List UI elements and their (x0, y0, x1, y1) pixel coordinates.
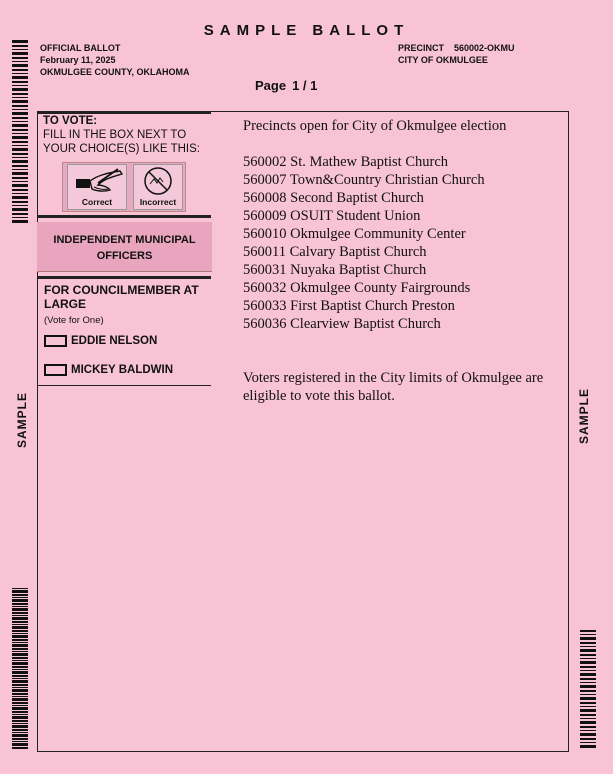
barcode-bar (12, 40, 28, 43)
barcode-bar (12, 157, 28, 158)
barcode-bar (12, 693, 28, 695)
barcode-bar (12, 675, 28, 677)
barcode-bar (580, 670, 596, 671)
barcode-bar (580, 658, 596, 659)
precinct-item: 560031 Nuyaka Baptist Church (243, 262, 427, 278)
barcode-bar (580, 702, 596, 704)
barcode-bar (580, 678, 596, 680)
precinct-label: PRECINCT (398, 43, 445, 53)
barcode-bar (12, 165, 28, 167)
barcode-bar (580, 745, 596, 748)
barcode-bar (12, 181, 28, 182)
barcode-bar (12, 45, 28, 47)
divider (37, 215, 211, 218)
divider (37, 385, 211, 386)
barcode-bar (12, 217, 28, 218)
barcode-bar (580, 634, 596, 635)
barcode-bar (12, 117, 28, 119)
barcode-bar (580, 654, 596, 656)
barcode-bar (12, 671, 28, 674)
sample-watermark-right: SAMPLE (577, 387, 591, 445)
barcode-bar (12, 644, 28, 647)
barcode-bar (12, 732, 28, 733)
candidate-option[interactable] (44, 362, 173, 378)
barcode-bar (580, 666, 596, 668)
precinct-item: 560036 Clearview Baptist Church (243, 316, 441, 332)
precinct-item: 560011 Calvary Baptist Church (243, 244, 427, 260)
barcode-bar (580, 697, 596, 700)
barcode-bar (12, 707, 28, 710)
race-title: FOR COUNCILMEMBER AT LARGE (44, 283, 199, 311)
barcode-bar (580, 685, 596, 688)
candidate-option[interactable] (44, 333, 157, 349)
page-indicator (255, 78, 317, 93)
candidate-name: EDDIE NELSON (71, 335, 158, 347)
election-date: February 11, 2025 (40, 55, 116, 65)
candidate-name: MICKEY BALDWIN (71, 364, 174, 376)
precinct-notice (243, 117, 563, 405)
correct-example (67, 164, 127, 210)
hand-pen-icon (68, 165, 128, 199)
barcode-bar (12, 88, 28, 91)
barcode-bar (12, 129, 28, 131)
barcode-bar (12, 702, 28, 704)
barcode-bar (580, 630, 596, 632)
barcode-bar (12, 193, 28, 194)
barcode-bar (12, 52, 28, 55)
barcode-bar (12, 642, 28, 643)
barcode-bar (12, 69, 28, 71)
barcode-bar (12, 220, 28, 223)
barcode-bar (12, 743, 28, 746)
incorrect-mark-icon (134, 165, 184, 199)
barcode-bar (12, 588, 28, 589)
barcode-bar (12, 639, 28, 641)
barcode-bar (12, 169, 28, 170)
barcode-bar (12, 57, 28, 59)
barcode-bar (12, 599, 28, 602)
barcode-bar (12, 201, 28, 203)
precinct-item: 560032 Okmulgee County Fairgrounds (243, 280, 471, 296)
barcode-bar (12, 61, 28, 62)
barcode-bar (12, 73, 28, 74)
barcode-bar (580, 733, 596, 736)
barcode-bar (12, 624, 28, 625)
barcode-bar (12, 124, 28, 127)
barcode-bar (12, 747, 28, 749)
barcode-bar (12, 716, 28, 719)
barcode-bar (12, 678, 28, 679)
barcode-bar (12, 651, 28, 652)
barcode-bar (580, 721, 596, 724)
barcode-bar (12, 81, 28, 83)
barcode-bar (12, 100, 28, 103)
barcode-bar (12, 630, 28, 632)
barcode-bar (12, 603, 28, 605)
barcode-bar (12, 662, 28, 665)
barcode-bar (580, 738, 596, 740)
barcode-bar (12, 741, 28, 742)
instructions-text: FILL IN THE BOX NEXT TO YOUR CHOICE(S) LIKE THIS: (43, 129, 200, 155)
eligibility-note: Voters registered in the City limits of Okmulgee are eligible to vote this ballot. (243, 370, 544, 404)
barcode-bar (12, 196, 28, 199)
barcode-bar (12, 653, 28, 656)
barcode-bar (12, 189, 28, 191)
page-number: 1 / 1 (292, 78, 318, 93)
barcode-bar (580, 673, 596, 676)
barcode-left-top (12, 40, 28, 228)
barcode-bar (12, 112, 28, 115)
barcode-bar (12, 597, 28, 598)
city-name: CITY OF OKMULGEE (398, 55, 488, 65)
barcode-bar (12, 734, 28, 737)
barcode-bar (12, 85, 28, 86)
barcode-bar (580, 730, 596, 731)
barcode-bar (12, 177, 28, 179)
barcode-bar (580, 690, 596, 692)
barcode-bar (12, 93, 28, 95)
barcode-bar (12, 720, 28, 722)
incorrect-label: Incorrect (139, 197, 177, 207)
barcode-bar (12, 612, 28, 614)
barcode-bar (580, 637, 596, 640)
barcode-bar (12, 184, 28, 187)
barcode-bar (12, 621, 28, 623)
barcode-bar (12, 172, 28, 175)
barcode-bar (580, 649, 596, 652)
barcode-bar (12, 76, 28, 79)
barcode-bar (12, 660, 28, 661)
barcode-bar (12, 153, 28, 155)
barcode-bar (580, 714, 596, 716)
barcode-bar (12, 49, 28, 50)
office-group-label: INDEPENDENT MUNICIPAL OFFICERS (53, 234, 196, 262)
barcode-bar (12, 723, 28, 724)
barcode-bar (12, 626, 28, 629)
barcode-bar (12, 64, 28, 67)
barcode-bar (580, 706, 596, 707)
sample-watermark-left: SAMPLE (15, 391, 29, 449)
barcode-bar (12, 121, 28, 122)
barcode-bar (580, 682, 596, 683)
barcode-bar (580, 694, 596, 695)
divider (37, 111, 211, 114)
incorrect-example (133, 164, 183, 210)
office-group-header (37, 222, 212, 272)
barcode-bar (12, 97, 28, 98)
barcode-bar (12, 109, 28, 110)
barcode-bar (12, 133, 28, 134)
precinct-item: 560033 First Baptist Church Preston (243, 298, 455, 314)
precinct-list (243, 153, 563, 333)
barcode-bar (12, 208, 28, 211)
precinct-item: 560010 Okmulgee Community Center (243, 226, 466, 242)
barcode-bar (580, 742, 596, 743)
barcode-bar (12, 141, 28, 143)
precinct-item: 560007 Town&Country Christian Church (243, 172, 485, 188)
barcode-bar (12, 725, 28, 728)
barcode-bar (12, 205, 28, 206)
barcode-bar (12, 729, 28, 731)
precinct-item: 560002 St. Mathew Baptist Church (243, 154, 449, 170)
barcode-bar (12, 738, 28, 740)
barcode-bar (12, 615, 28, 616)
barcode-bar (12, 590, 28, 593)
barcode-bar (12, 617, 28, 620)
barcode-bar (12, 705, 28, 706)
precinct-info (398, 42, 515, 66)
vote-box[interactable] (44, 364, 67, 376)
ballot-info (40, 42, 190, 78)
barcode-left-bottom (12, 588, 28, 750)
barcode-bar (580, 661, 596, 664)
barcode-bar (12, 160, 28, 163)
ballot-title: SAMPLE BALLOT (203, 22, 410, 39)
vote-box[interactable] (44, 335, 67, 347)
barcode-bar (12, 213, 28, 215)
barcode-bar (12, 669, 28, 670)
barcode-bar (580, 726, 596, 728)
precinct-heading: Precincts open for City of Okmulgee election (243, 118, 507, 134)
barcode-bar (12, 684, 28, 686)
correct-label: Correct (81, 197, 113, 207)
barcode-bar (12, 594, 28, 596)
barcode-bar (12, 145, 28, 146)
ballot-type: OFFICIAL BALLOT (40, 43, 121, 53)
barcode-bar (12, 687, 28, 688)
barcode-bar (12, 635, 28, 638)
barcode-bar (12, 105, 28, 107)
barcode-bar (12, 148, 28, 151)
barcode-bar (12, 648, 28, 650)
barcode-bar (580, 709, 596, 712)
barcode-bar (12, 689, 28, 692)
barcode-bar (12, 714, 28, 715)
county-name: OKMULGEE COUNTY, OKLAHOMA (40, 67, 190, 77)
divider (37, 276, 211, 279)
barcode-bar (12, 698, 28, 701)
barcode-bar (12, 711, 28, 713)
instructions-title: TO VOTE: (43, 115, 98, 127)
barcode-bar (12, 666, 28, 668)
barcode-bar (580, 642, 596, 644)
barcode-bar (12, 608, 28, 611)
page-label: Page (255, 78, 287, 93)
precinct-item: 560009 OSUIT Student Union (243, 208, 421, 224)
barcode-bar (12, 633, 28, 634)
barcode-bar (580, 718, 596, 719)
barcode-bar (12, 606, 28, 607)
barcode-bar (12, 680, 28, 683)
barcode-bar (12, 136, 28, 139)
precinct-value: 560002-OKMU (454, 43, 515, 53)
barcode-bar (580, 646, 596, 647)
barcode-right (580, 630, 596, 750)
barcode-bar (12, 696, 28, 697)
vote-instruction: (Vote for One) (44, 315, 104, 326)
barcode-bar (12, 657, 28, 659)
precinct-item: 560008 Second Baptist Church (243, 190, 424, 206)
